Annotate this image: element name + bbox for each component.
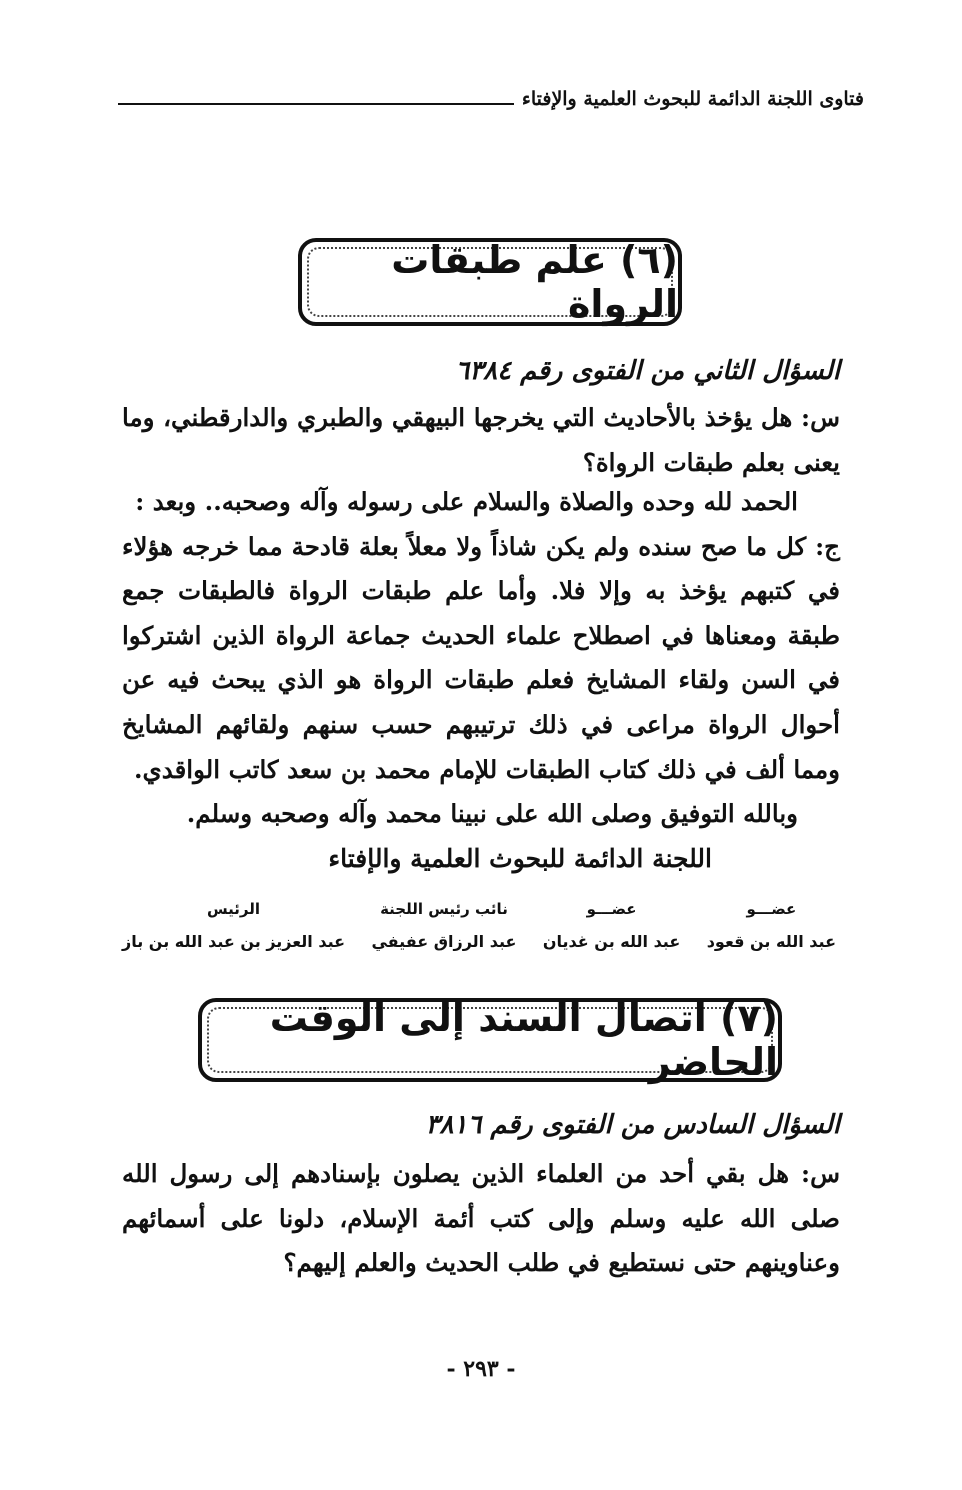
section-heading-box	[298, 238, 682, 326]
section-heading-box	[198, 998, 782, 1082]
signature-member-2	[543, 900, 680, 951]
signature-member-1	[707, 900, 836, 951]
question-text-block	[122, 396, 840, 485]
answer-block	[122, 480, 840, 881]
signature-name: عبد الله بن غديان	[542, 932, 681, 951]
running-header	[118, 88, 864, 110]
signature-name: عبد العزيز بن عبد الله بن باز	[122, 932, 346, 951]
section-heading: (٧) اتصال السند إلى الوقت الحاضر	[269, 996, 778, 1084]
committee-name: اللجنة الدائمة للبحوث العلمية والإفتاء	[328, 843, 712, 873]
section-heading: (٦) علم طبقات الرواة	[391, 238, 678, 326]
answer-text: ج: كل ما صح سنده ولم يكن شاذاً ولا معلاً بعلة قادحة مما خرجه هؤلاء في كتبهم يؤخذ به وإلا فلا. وأما علم طبقات الرواة فالطبقات جمع طبقة ومعناها في اصطلاح علماء الحديث جماعة الرواة الذين اشتركوا في السن ولقاء المشايخ فعلم طبقات الرواة هو الذي يبحث فيه عن أحوال الرواة مراعى في ذلك ترتيبهم حسب سنهم ولقائهم المشايخ ومما ألف في ذلك كتاب الطبقات للإمام محمد بن سعد كاتب الواقدي.	[122, 531, 840, 784]
signature-role: الرئيس	[206, 900, 261, 918]
question-text-block	[122, 1152, 840, 1286]
signature-chair	[122, 900, 345, 951]
question-text: س: هل يؤخذ بالأحاديث التي يخرجها البيهقي والطبري والدارقطني، وما يعنى بعلم طبقات الرواة؟	[122, 403, 840, 477]
signature-block	[122, 900, 836, 951]
header-rule	[118, 103, 514, 105]
page-number: - ٢٩٣ -	[446, 1356, 516, 1382]
question-title: السؤال الثاني من الفتوى رقم ٦٣٨٤	[455, 356, 840, 386]
closing-text: وبالله التوفيق وصلى الله على نبينا محمد وآله وصحبه وسلم.	[186, 799, 798, 829]
signature-role: عضـــو	[586, 900, 637, 918]
signature-vice-chair	[371, 900, 516, 951]
running-title: فتاوى اللجنة الدائمة للبحوث العلمية والإفتاء	[521, 88, 864, 110]
question-title: السؤال السادس من الفتوى رقم ٣٨١٦	[425, 1110, 840, 1140]
question-text: س: هل بقي أحد من العلماء الذين يصلون بإسنادهم إلى رسول الله صلى الله عليه وسلم وإلى كتب أئمة الإسلام، دلونا على أسمائهم وعناوينهم حتى نستطيع في طلب الحديث والعلم إليهم؟	[122, 1159, 840, 1278]
signature-role: عضـــو	[746, 900, 797, 918]
preamble-text: الحمد لله وحده والصلاة والسلام على رسوله وآله وصحبه.. وبعد :	[135, 487, 798, 516]
signature-name: عبد الرزاق عفيفي	[371, 932, 517, 951]
signature-name: عبد الله بن قعود	[706, 932, 836, 951]
signature-role: نائب رئيس اللجنة	[380, 900, 508, 918]
